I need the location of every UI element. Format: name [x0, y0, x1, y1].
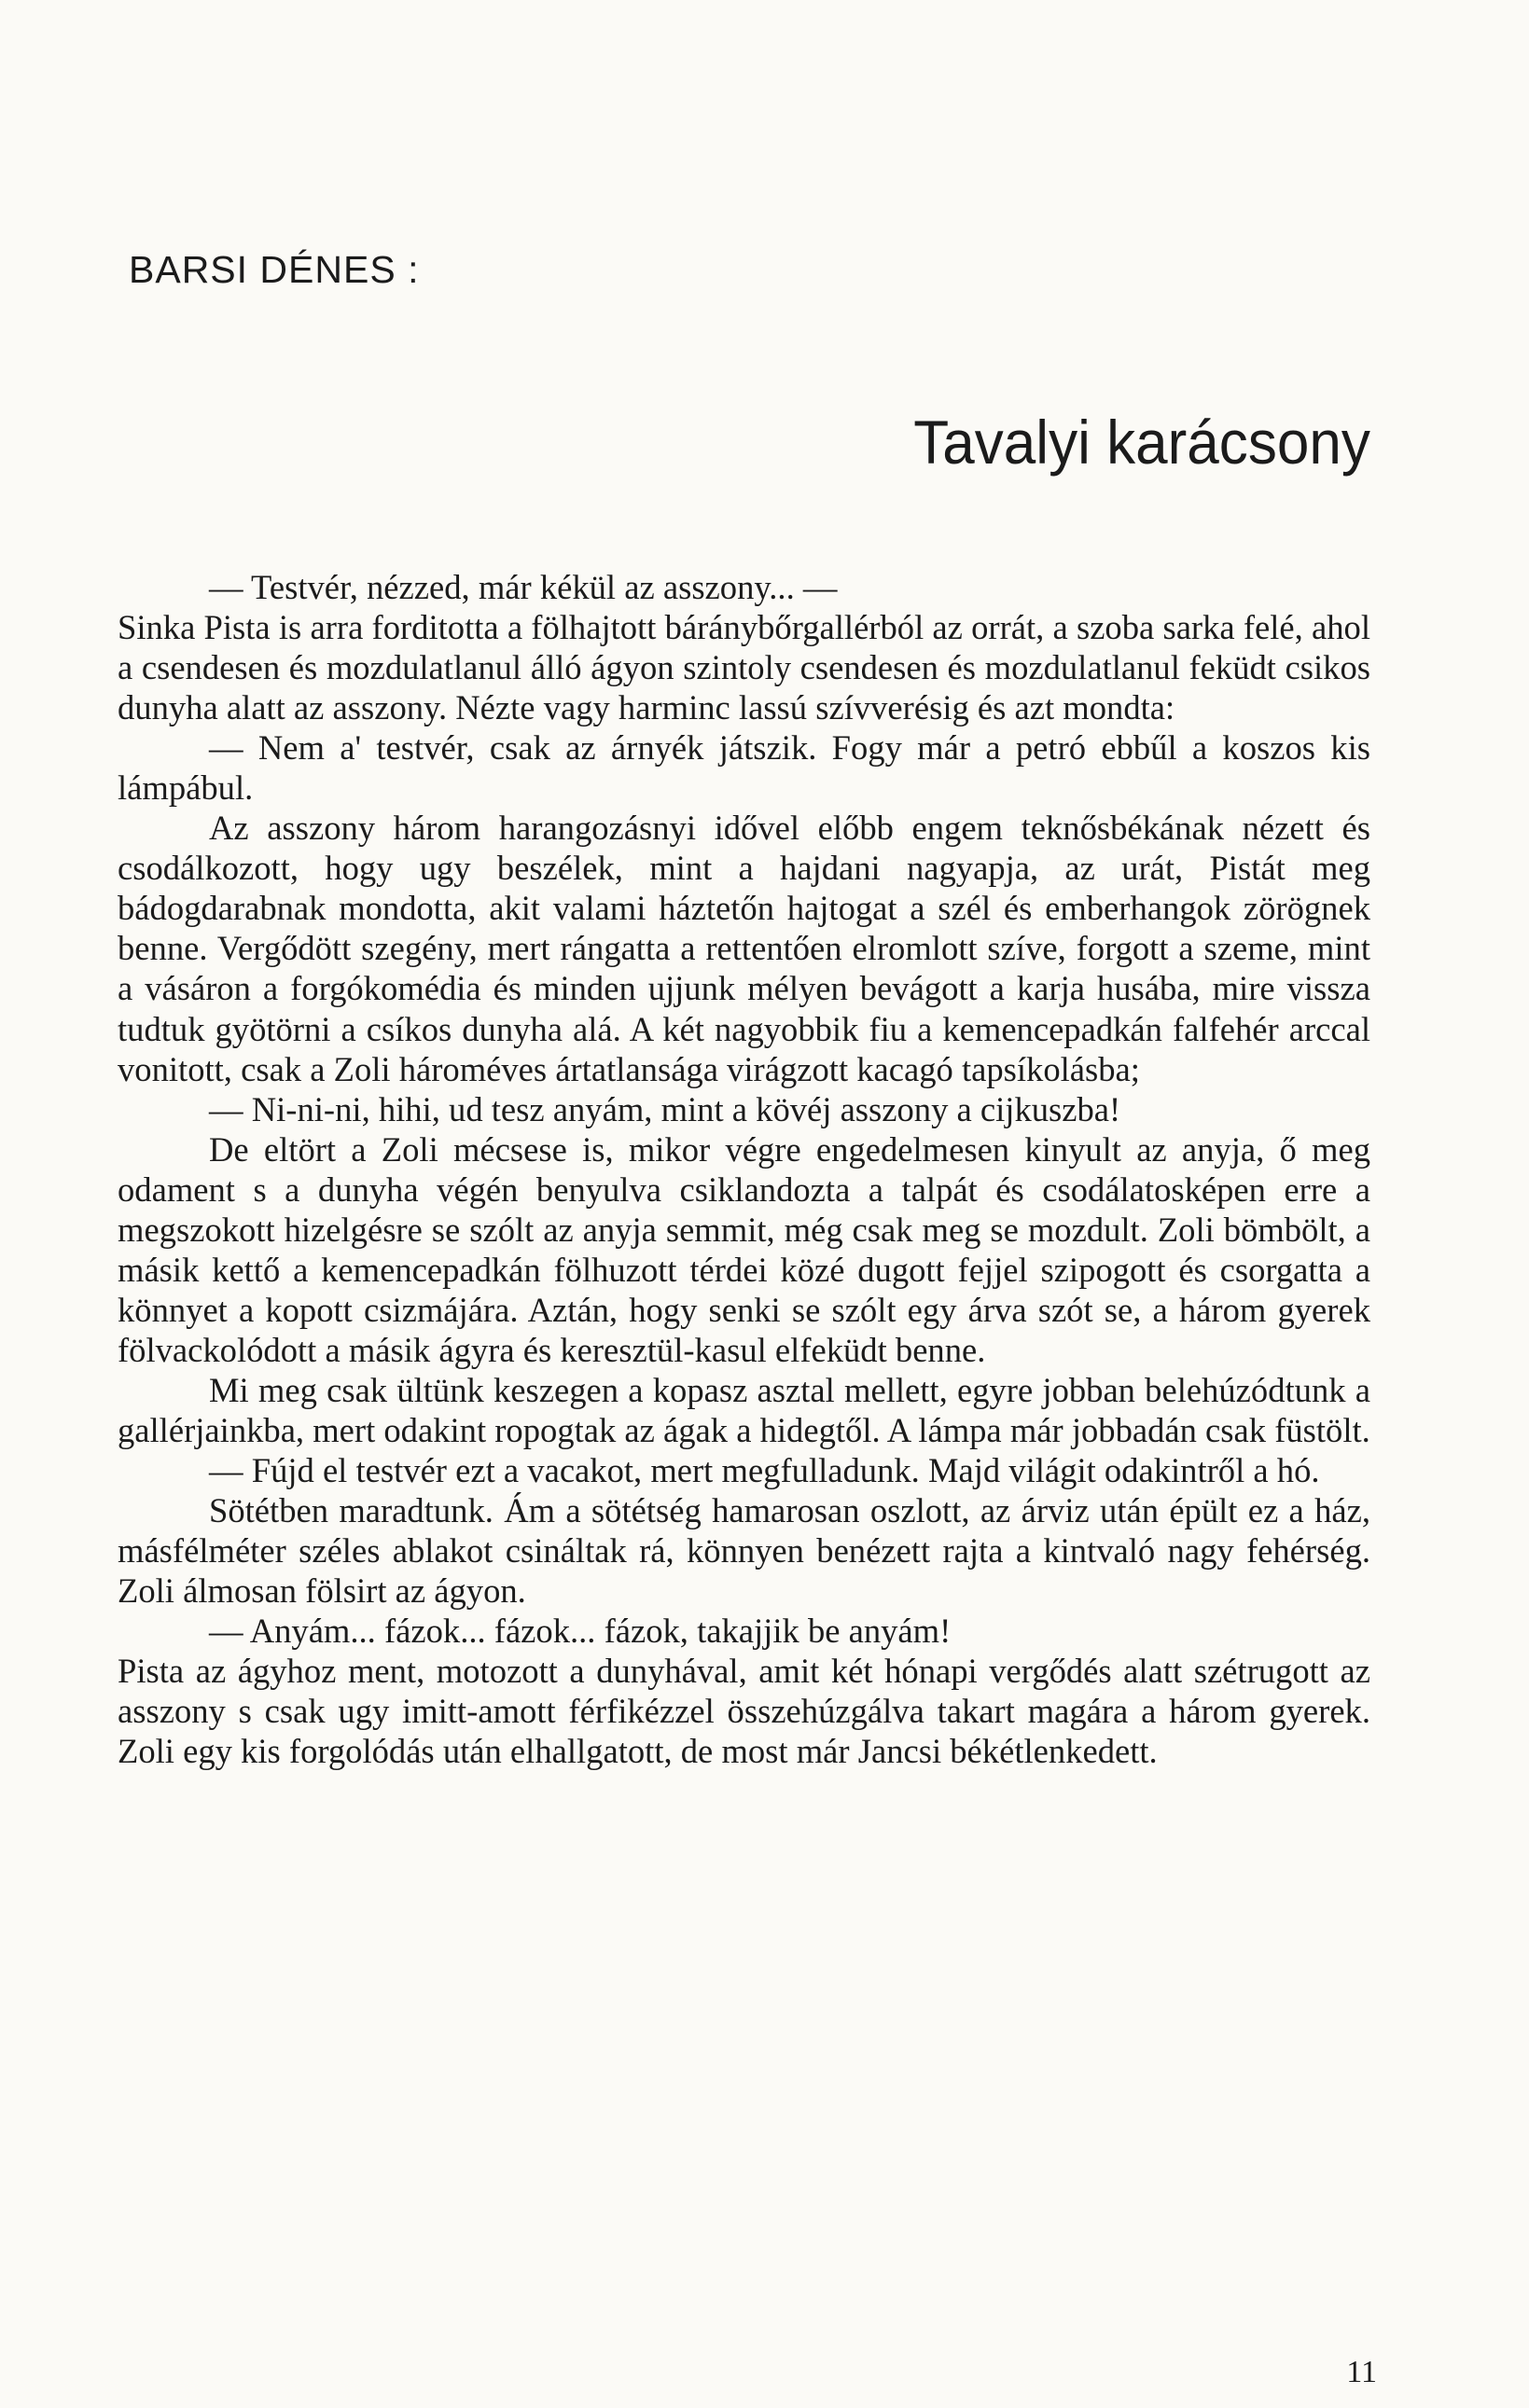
- paragraph: — Testvér, nézzed, már kékül az asszony... —: [209, 568, 838, 606]
- author-name: BARSI DÉNES :: [129, 248, 420, 291]
- paragraph: De eltört a Zoli mécsese is, mikor végre engedelmesen kinyult az anyja, ő meg odament s a dunyha végén benyulva csiklandozta a talpát és csodálatosképen erre a megszokott hizelgésre se szólt az anyja semmit, még csak meg se mozdult. Zoli bömbölt, a másik kettő a kemencepadkán fölhuzott térdei közé dugott fejjel szipogott és csorgatta a könnyet a kopott csizmájára. Aztán, hogy senki se szólt egy árva szót se, a három gyerek fölvackolódott a másik ágyra és keresztül-kasul elfeküdt benne.: [118, 1129, 1370, 1369]
- paragraph: — Nem a' testvér, csak az árnyék játszik. Fogy már a petró ebbűl a koszos kis lámpábul.: [118, 728, 1370, 808]
- story-body: [118, 567, 1370, 1771]
- paragraph: Sötétben maradtunk. Ám a sötétség hamarosan oszlott, az árviz után épült ez a ház, másfélméter széles ablakot csináltak rá, könnyen benézett rajta a kintvaló nagy fehérség. Zoli álmosan fölsirt az ágyon.: [118, 1491, 1370, 1611]
- paragraph: — Ni-ni-ni, hihi, ud tesz anyám, mint a kövéj asszony a cijkuszba!: [209, 1089, 1121, 1128]
- paragraph: Mi meg csak ültünk keszegen a kopasz asztal mellett, egyre jobban belehúzódtunk a gallérjainkba, mert odakint ropogtak az ágak a hidegtől. A lámpa már jobbadán csak füstölt.: [118, 1370, 1370, 1449]
- paragraph: — Anyám... fázok... fázok... fázok, takajjik be anyám!: [209, 1612, 952, 1651]
- story-title: Tavalyi karácsony: [913, 408, 1370, 477]
- paragraph: — Fújd el testvér ezt a vacakot, mert megfulladunk. Majd világit odakintről a hó.: [209, 1451, 1320, 1490]
- paragraph: Pista az ágyhoz ment, motozott a dunyhával, amit két hónapi vergődés alatt szétrugott az asszony s csak ugy imitt-amott férfikézzel összehúzgálva takart magára a három gyerek. Zoli egy kis forgolódás után elhallgatott, de most már Jancsi békétlenkedett.: [118, 1652, 1370, 1771]
- page-number: 11: [1346, 2355, 1377, 2389]
- paragraph: Az asszony három harangozásnyi idővel előbb engem teknősbékának nézett és csodálkozott, hogy ugy beszélek, mint a hajdani nagyapja, az urát, Pistát meg bádogdarabnak mondotta, akit valami háztetőn hajtogat a szél és emberhangok zörögnek benne. Vergődött szegény, mert rángatta a rettentően elromlott szíve, forgott a szeme, mint a vásáron a forgókomédia és minden ujjunk mélyen bevágott a karja husába, mire vissza tudtuk gyötörni a csíkos dunyha alá. A két nagyobbik fiu a kemencepadkán falfehér arccal vonitott, csak a Zoli hároméves ártatlansága virágzott kacagó tapsíkolásba;: [118, 809, 1370, 1088]
- paragraph: Sinka Pista is arra forditotta a fölhajtott báránybőrgallérból az orrát, a szoba sarka felé, ahol a csendesen és mozdulatlanul álló ágyon szintoly csendesen és mozdulatlanul feküdt csikos dunyha alatt az asszony. Nézte vagy harminc lassú szívverésig és azt mondta:: [118, 608, 1370, 727]
